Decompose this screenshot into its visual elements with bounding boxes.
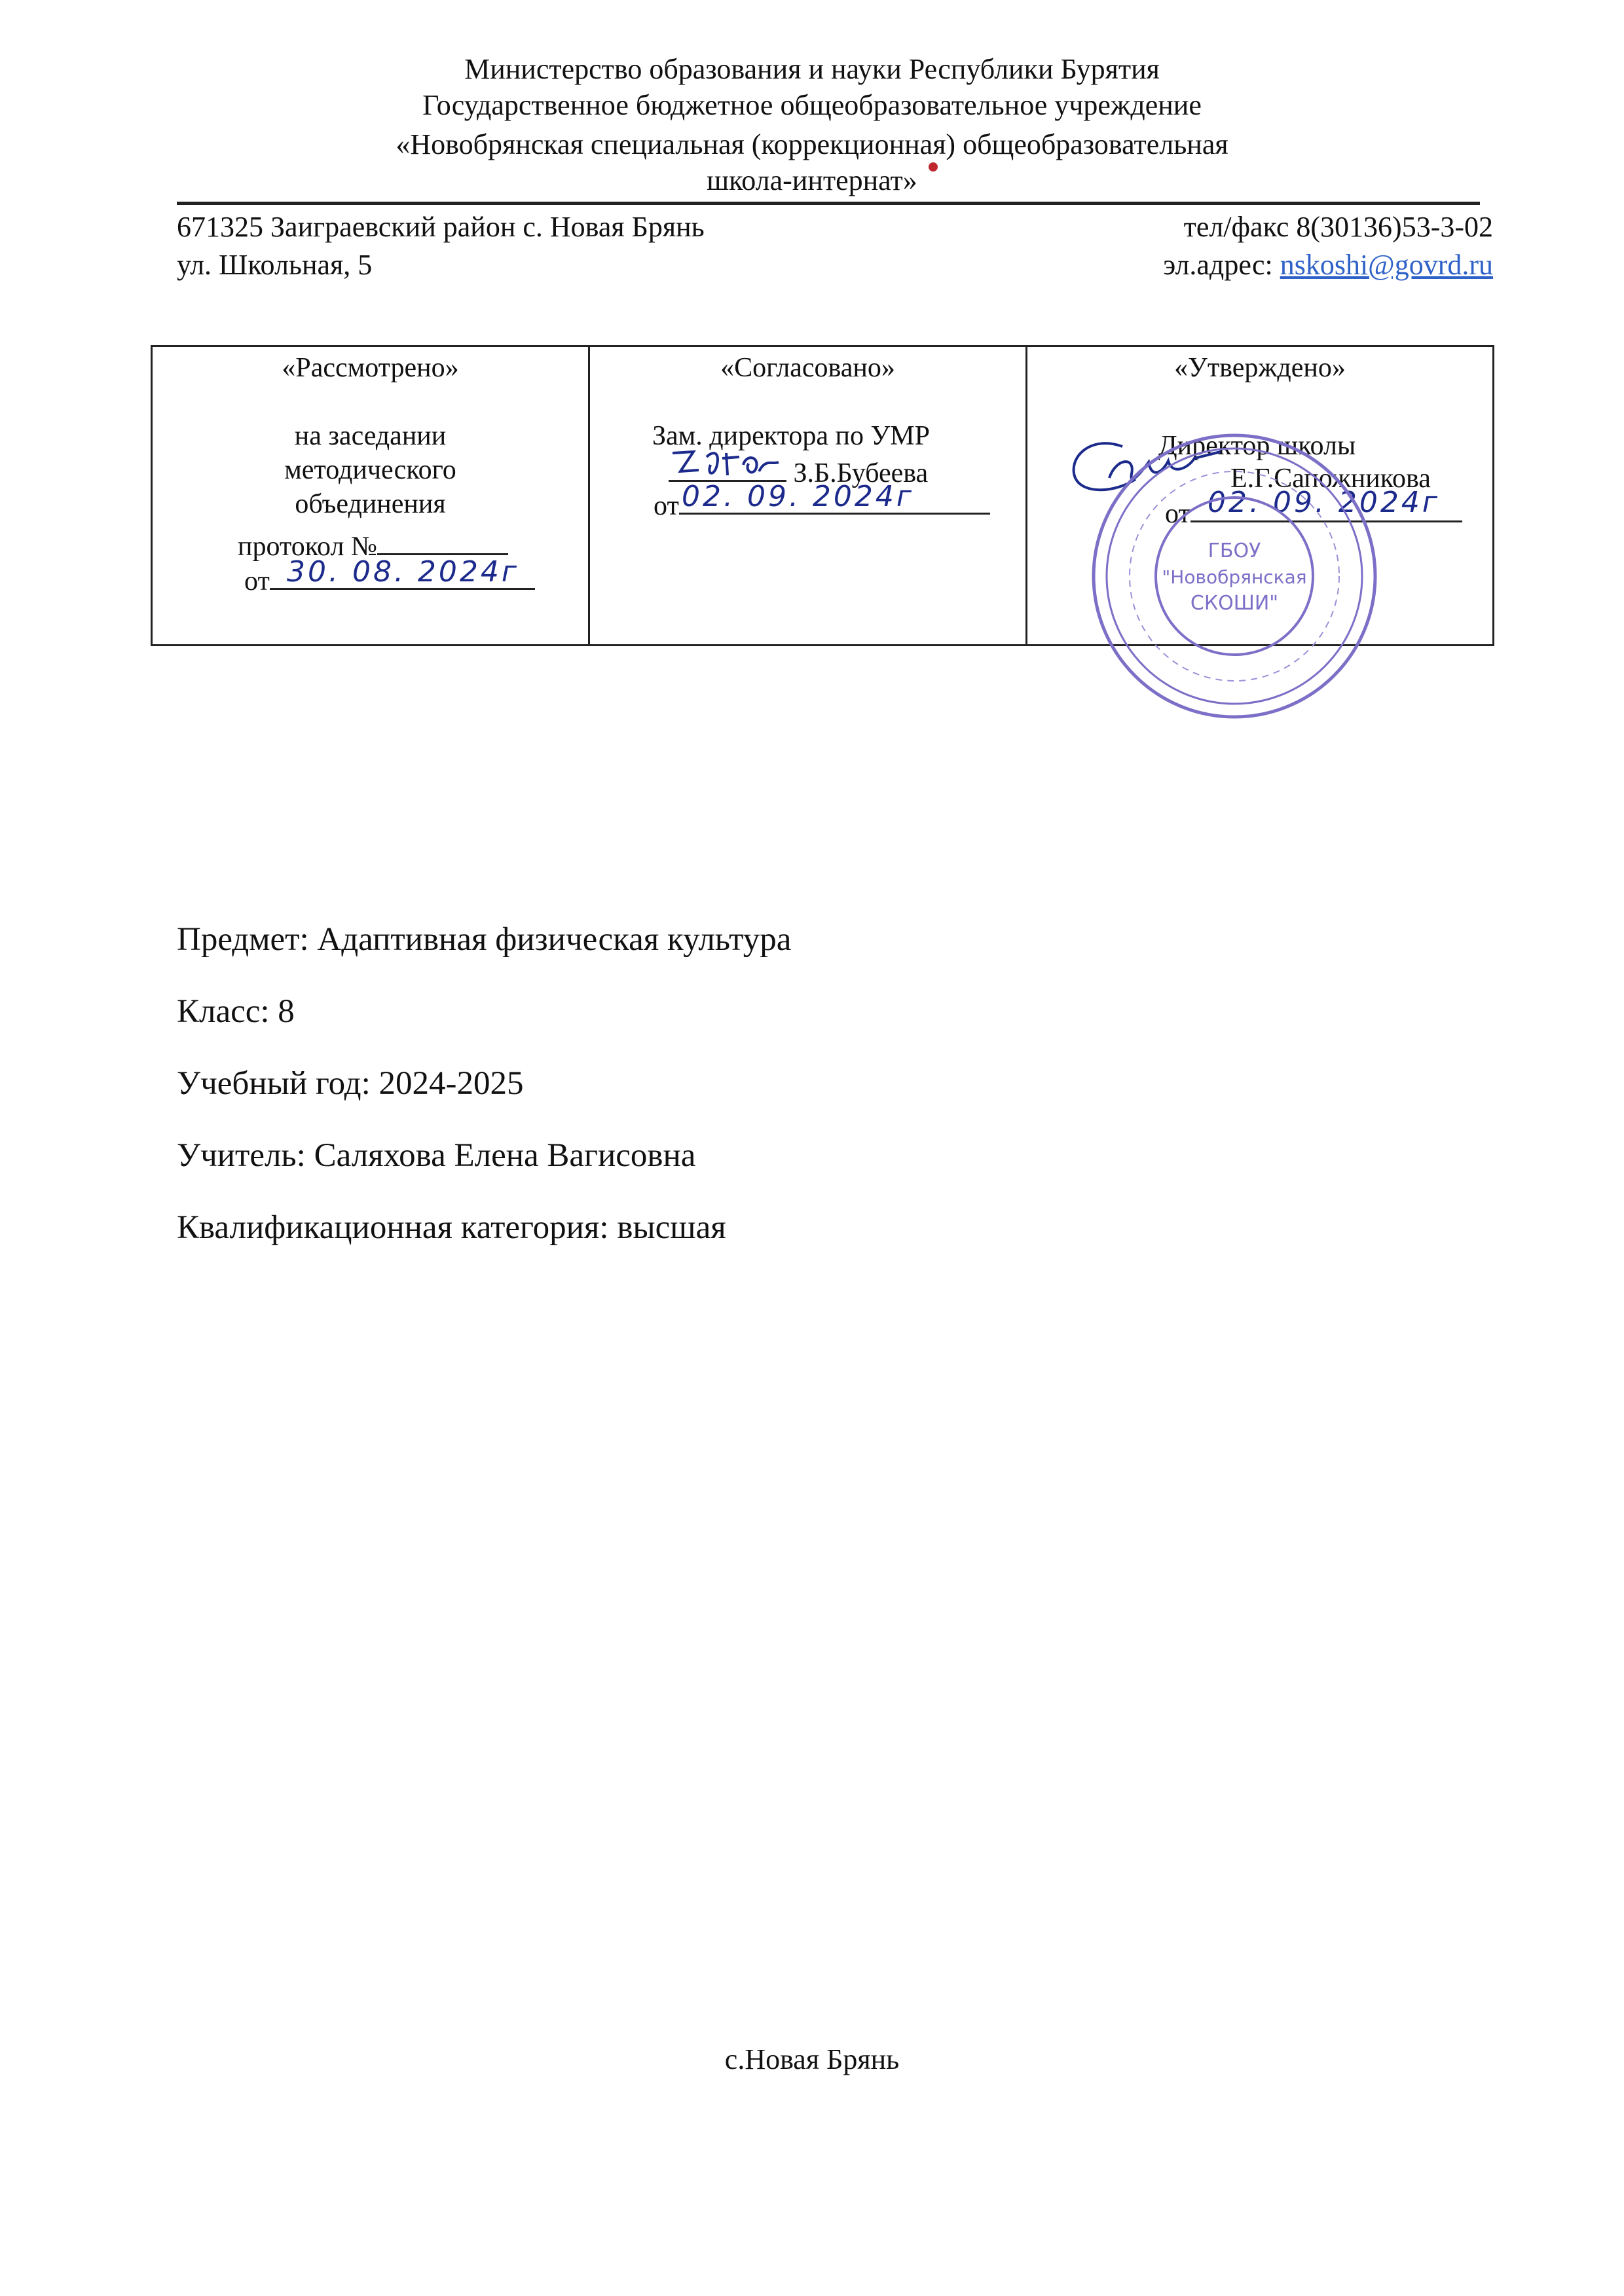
approved-name: Е.Г.Сапожникова bbox=[1230, 464, 1431, 494]
agreed-name: З.Б.Бубеева bbox=[793, 458, 929, 488]
agreed-title: «Согласовано» bbox=[720, 353, 895, 383]
protocol-label: протокол № bbox=[238, 532, 377, 562]
approval-cell-reviewed bbox=[152, 346, 589, 646]
approved-title: «Утверждено» bbox=[1174, 353, 1346, 383]
teacher-line: Учитель: Саляхова Елена Вагисовна bbox=[177, 1137, 696, 1174]
email-label: эл.адрес: bbox=[1163, 249, 1273, 281]
agreed-signature-icon bbox=[667, 445, 785, 484]
reviewed-date-prefix: от bbox=[244, 566, 270, 596]
reviewed-body bbox=[153, 419, 588, 521]
email-link[interactable]: nskoshi@govrd.ru bbox=[1280, 249, 1493, 281]
header-institution-type: Государственное бюджетное общеобразовательное учреждение bbox=[422, 89, 1202, 121]
address-right bbox=[1163, 208, 1493, 284]
header-ministry: Министерство образования и науки Республики Бурятия bbox=[464, 53, 1160, 85]
approved-role: Директор школы bbox=[1158, 431, 1356, 461]
reviewed-line-2: методического bbox=[284, 455, 456, 485]
address-line-2: ул. Школьная, 5 bbox=[177, 249, 373, 281]
grade-line: Класс: 8 bbox=[177, 993, 295, 1030]
header-institution-name: «Новобрянская специальная (коррекционная) общеобразовательная bbox=[396, 128, 1228, 160]
subject-line: Предмет: Адаптивная физическая культура bbox=[177, 921, 792, 958]
approved-date-prefix: от bbox=[1165, 499, 1190, 529]
agreed-date-handwritten: 02. 09. 2024г bbox=[682, 480, 915, 513]
approval-cell-agreed bbox=[589, 346, 1027, 646]
stamp-line-3: СКОШИ" bbox=[1190, 592, 1279, 615]
red-dot-mark bbox=[929, 162, 938, 172]
stamp-line-2: "Новобрянская bbox=[1162, 566, 1307, 588]
email-row bbox=[1163, 246, 1493, 284]
agreed-date-prefix: от bbox=[654, 491, 679, 521]
phone-fax: тел/факс 8(30136)53-3-02 bbox=[1183, 211, 1493, 243]
footer-place: с.Новая Брянь bbox=[724, 2043, 900, 2075]
agreed-role: Зам. директора по УМР bbox=[652, 421, 930, 451]
year-line: Учебный год: 2024-2025 bbox=[177, 1065, 524, 1102]
reviewed-title: «Рассмотрено» bbox=[282, 353, 459, 383]
header-divider bbox=[177, 202, 1480, 205]
stamp-line-1: ГБОУ bbox=[1208, 539, 1261, 562]
reviewed-line-3: объединения bbox=[295, 489, 446, 519]
approved-date-handwritten: 02. 09. 2024г bbox=[1208, 486, 1441, 519]
reviewed-date-handwritten: 30. 08. 2024г bbox=[287, 555, 520, 589]
reviewed-line-1: на заседании bbox=[294, 421, 447, 451]
header-institution-name-cont: школа-интернат» bbox=[707, 164, 917, 196]
category-line: Квалификационная категория: высшая bbox=[177, 1209, 726, 1246]
protocol-number-line bbox=[377, 527, 508, 555]
official-stamp-icon bbox=[1087, 429, 1382, 723]
address-line-1: 671325 Заиграевский район с. Новая Брянь bbox=[177, 211, 705, 243]
address-left bbox=[177, 208, 705, 284]
